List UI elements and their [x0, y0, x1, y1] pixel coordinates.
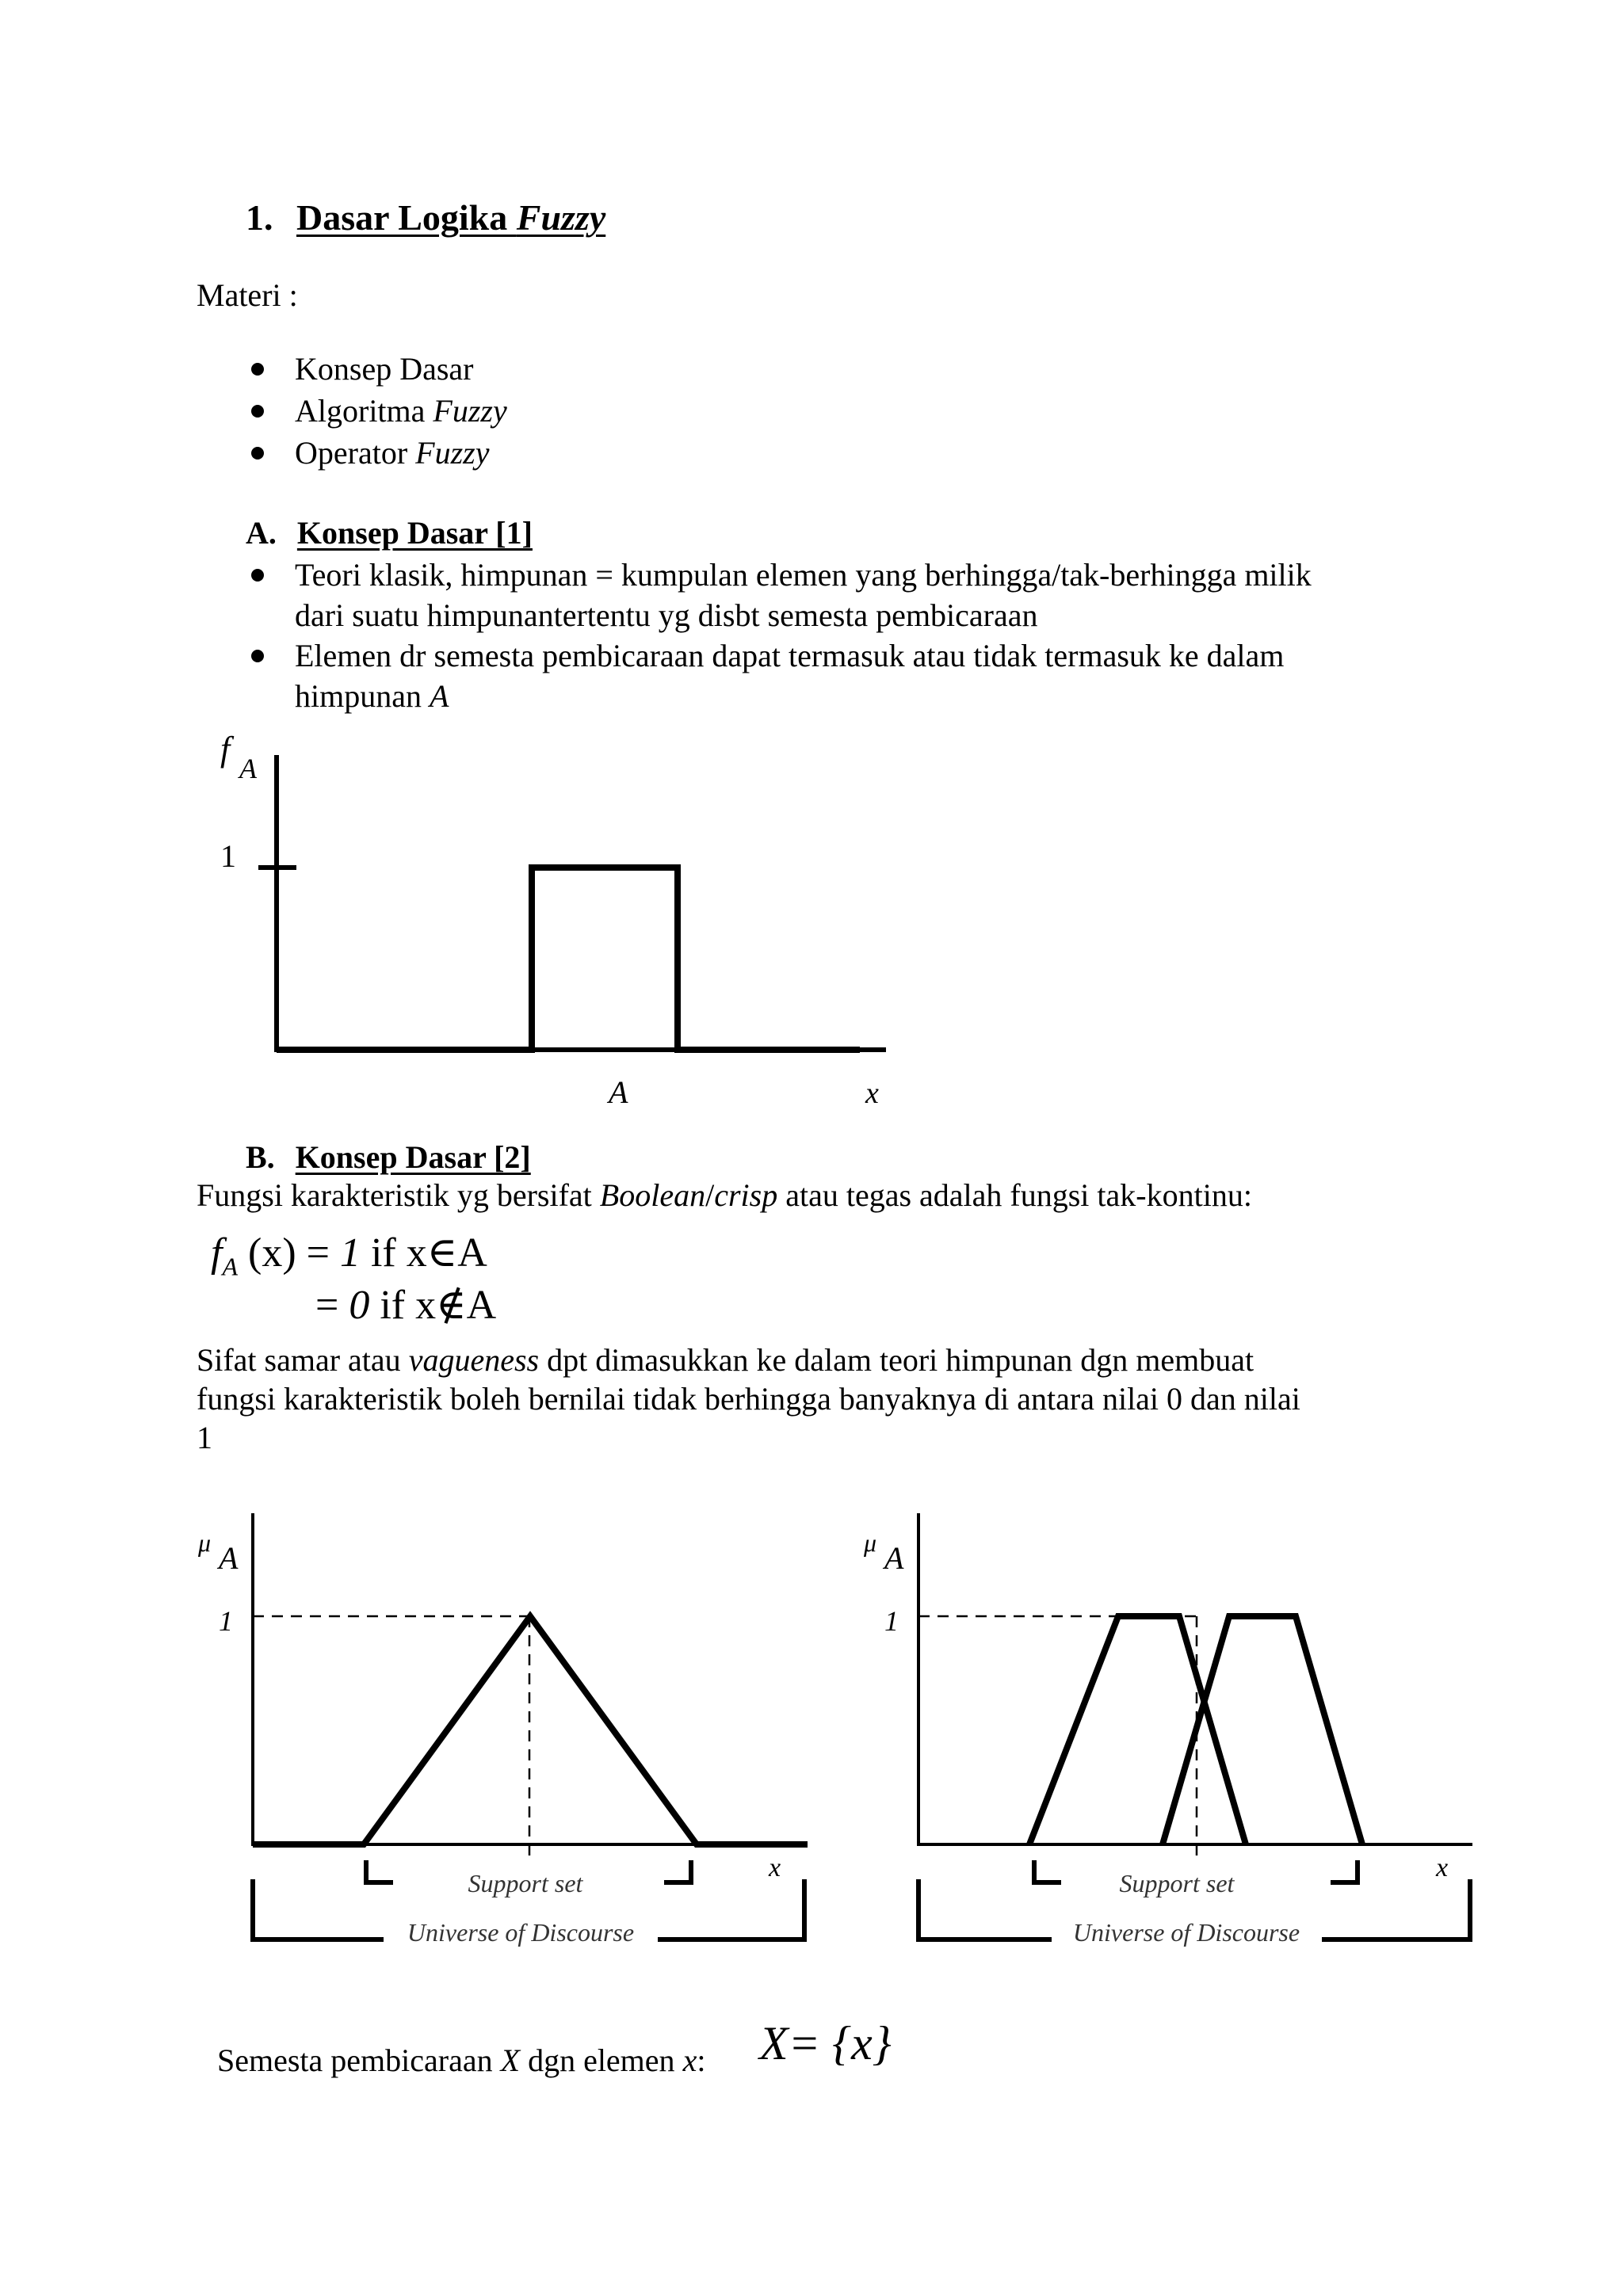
left-universe-bracket-left [253, 1879, 384, 1939]
mu-label-right: μ [864, 1528, 877, 1557]
right-support-bracket-right [1331, 1860, 1358, 1882]
right-support-bracket-left [1034, 1860, 1061, 1882]
bullet-icon [251, 447, 264, 460]
right-universe-label: Universe of Discourse [1072, 1918, 1300, 1947]
trapezoid-membership-curve-2 [1163, 1616, 1362, 1844]
triangular-membership-curve [253, 1616, 808, 1844]
left-universe-bracket-right [658, 1879, 804, 1939]
section-b-heading [246, 1138, 531, 1177]
left-universe-label: Universe of Discourse [407, 1918, 635, 1947]
crisp-x-label: x [865, 1077, 879, 1110]
left-support-label: Support set [468, 1869, 583, 1897]
section-b-line: Fungsi karakteristik yg bersifat Boolean/crisp atau tegas adalah fungsi tak-kontinu: [197, 1177, 1252, 1213]
left-tick-one-label: 1 [219, 1605, 233, 1637]
vagueness-line-2: fungsi karakteristik boleh bernilai tidak berhingga banyaknya di antara nilai 0 dan nilai [197, 1381, 1300, 1417]
crisp-set-label: A [609, 1074, 628, 1110]
universe-line: Semesta pembicaraan X dgn elemen x: [217, 2042, 706, 2078]
materi-label: Materi : [197, 277, 298, 313]
section-a-bullet-2-line-1: Elemen dr semesta pembicaraan dapat termasuk atau tidak termasuk ke dalam [295, 638, 1285, 673]
bullet-icon [251, 569, 264, 582]
section-b-letter: B. [246, 1139, 275, 1175]
crisp-y-label-sub: A [239, 753, 257, 784]
section-b-title: Konsep Dasar [2] [295, 1139, 531, 1175]
right-tick-one-label: 1 [884, 1605, 899, 1637]
right-x-label: x [1436, 1853, 1449, 1882]
mu-sub-left: A [219, 1540, 239, 1576]
left-support-bracket-right [664, 1860, 691, 1882]
right-universe-bracket-right [1322, 1879, 1470, 1939]
bullet-icon [251, 650, 264, 662]
list-item: Operator Fuzzy [295, 435, 490, 471]
vagueness-line-3: 1 [197, 1420, 212, 1455]
vagueness-line-1: Sifat samar atau vagueness dpt dimasukkan ke dalam teori himpunan dgn membuat [197, 1342, 1254, 1378]
section-a-bullet-2-line-2: himpunan A [295, 678, 449, 714]
list-item: Konsep Dasar [295, 351, 474, 387]
trapezoid-membership-curve-1 [1029, 1616, 1246, 1844]
section-a-heading [246, 513, 533, 553]
crisp-set-pulse [277, 868, 860, 1050]
section-title: Dasar Logika Fuzzy [296, 197, 606, 238]
section-a-bullet-1-line-1: Teori klasik, himpunan = kumpulan elemen yang berhingga/tak-berhingga milik [295, 557, 1312, 593]
section-heading [246, 198, 605, 238]
right-universe-bracket-left [918, 1879, 1052, 1939]
left-x-label: x [769, 1853, 781, 1882]
formula-line-1: $f_A$ (x) = 1 if x∈A [211, 1230, 487, 1281]
section-a-bullet-1-line-2: dari suatu himpunantertentu yg disbt semesta pembicaraan [295, 597, 1038, 633]
bullet-icon [251, 405, 264, 418]
crisp-tick-one-label: 1 [220, 838, 236, 874]
triangular-figure [197, 1513, 808, 1947]
left-support-bracket-left [366, 1860, 393, 1882]
section-a-title: Konsep Dasar [1] [296, 515, 533, 551]
universe-formula: X= {x} [759, 2017, 892, 2069]
mu-label-left: μ [198, 1528, 212, 1557]
mu-sub-right: A [884, 1540, 904, 1576]
right-support-label: Support set [1119, 1869, 1235, 1897]
section-number: 1. [246, 197, 273, 238]
crisp-y-label: f [220, 730, 231, 769]
section-a-letter: A. [246, 515, 277, 551]
formula-line-2: = 0 if x∉A [315, 1283, 497, 1328]
trapezoid-figure [863, 1513, 1472, 1947]
list-item: Algoritma Fuzzy [295, 393, 507, 429]
bullet-icon [251, 363, 264, 376]
